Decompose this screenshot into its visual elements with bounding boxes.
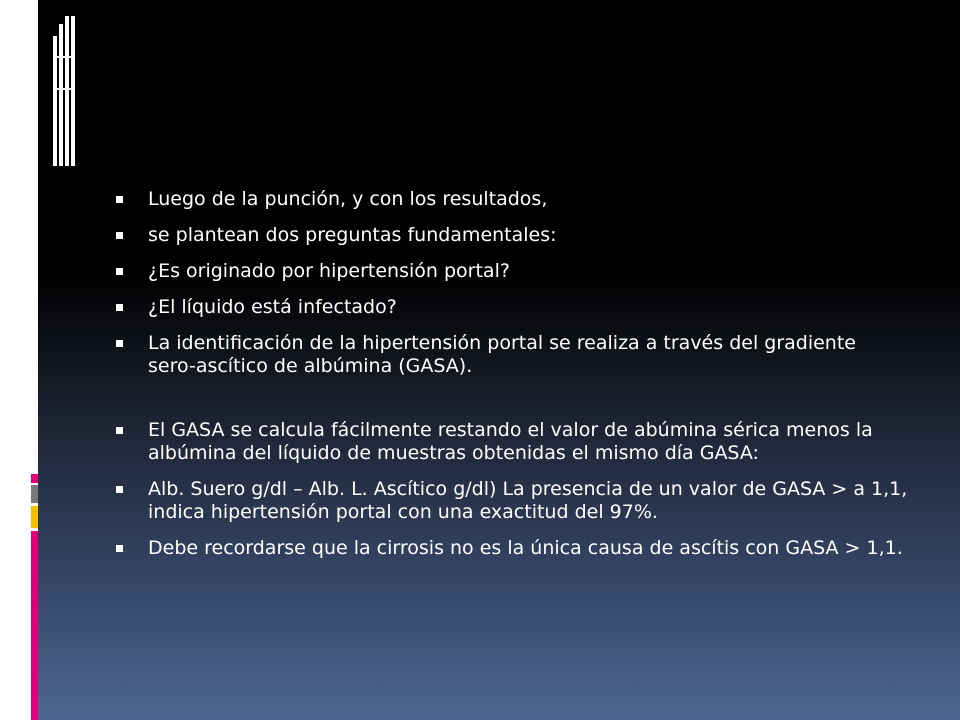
accent-square-yellow bbox=[31, 506, 38, 528]
square-bullet-icon bbox=[116, 486, 123, 493]
bullet-item bbox=[108, 260, 908, 283]
bullet-item bbox=[108, 419, 908, 465]
bullet-item bbox=[108, 478, 908, 524]
square-bullet-icon bbox=[116, 232, 123, 239]
bullet-text: ¿Es originado por hipertensión portal? bbox=[148, 260, 510, 282]
vertical-bars-decoration bbox=[53, 16, 75, 166]
square-bullet-icon bbox=[116, 196, 123, 203]
bullet-text: Luego de la punción, y con los resultados, bbox=[148, 188, 548, 210]
bullet-item bbox=[108, 537, 908, 560]
square-bullet-icon bbox=[116, 268, 123, 275]
bullet-text: La identificación de la hipertensión portal se realiza a través del gradiente sero-ascítico de albúmina (GASA). bbox=[148, 332, 856, 377]
bullet-item bbox=[108, 296, 908, 319]
accent-stripe-pink bbox=[31, 531, 38, 720]
square-bullet-icon bbox=[116, 304, 123, 311]
bullet-item bbox=[108, 188, 908, 211]
bullet-text: se plantean dos preguntas fundamentales: bbox=[148, 224, 557, 246]
square-bullet-icon bbox=[116, 427, 123, 434]
bullet-text: El GASA se calcula fácilmente restando el valor de abúmina sérica menos la albúmina del líquido de muestras obtenidas el mismo día GASA: bbox=[148, 419, 873, 464]
bullet-item bbox=[108, 332, 908, 378]
square-bullet-icon bbox=[116, 545, 123, 552]
left-margin-bar bbox=[0, 0, 38, 720]
accent-square-gray bbox=[31, 485, 38, 503]
bullet-text: ¿El líquido está infectado? bbox=[148, 296, 397, 318]
bullet-list bbox=[108, 188, 908, 560]
accent-square-pink bbox=[31, 474, 38, 483]
bullet-text: Alb. Suero g/dl – Alb. L. Ascítico g/dl) La presencia de un valor de GASA > a 1,1, indica hipertensión portal con una exactitud del 97%. bbox=[148, 478, 908, 523]
bullet-text: Debe recordarse que la cirrosis no es la única causa de ascítis con GASA > 1,1. bbox=[148, 537, 903, 559]
bullet-item bbox=[108, 224, 908, 247]
square-bullet-icon bbox=[116, 340, 123, 347]
slide-content bbox=[108, 188, 908, 573]
